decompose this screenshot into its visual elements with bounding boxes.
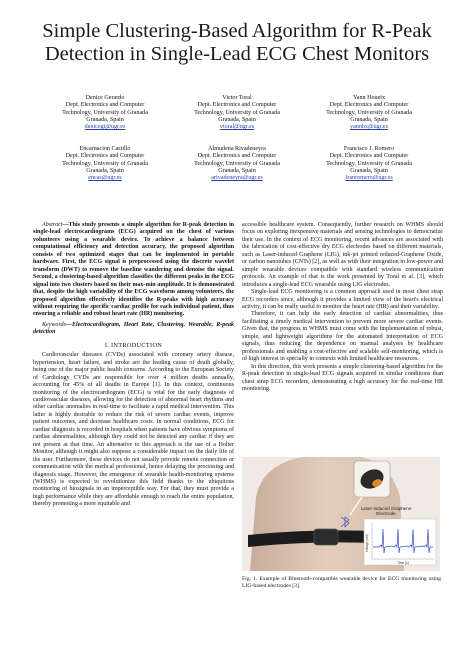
author-location: Granada, Spain: [218, 167, 256, 174]
author-dept: Dept. Electronics and Computer: [197, 102, 277, 109]
body-paragraph: accessible healthcare system. Consequently, further research on WHMS should focus on exploring inexpensive materials and sensing technologies to democratize their use. In the context of ECG monitoring, recent advances are associated with the fabrication of cost-effective dry ECG electrodes based on different materials, such as Laser-induced Graphene (LIG), ink-jet printed reduced-Graphene Oxide, or carbon nanotubes (CNTs) [2], as well as with their integration in low-power and simple wearable devices compatible with standard wireless communication protocols. An example of that is the work presented by Toral et al. [3], which introduces a single-lead ECG wearable using LIG electrodes.: [242, 222, 443, 288]
keywords-paragraph: [33, 322, 234, 337]
author-location: Granada, Spain: [350, 116, 388, 123]
author-org: Technology, University of Granada: [326, 160, 412, 167]
figure-photo: [242, 457, 440, 571]
author-location: Granada, Spain: [350, 167, 388, 174]
keywords-label: Keywords: [42, 321, 66, 328]
author-name: Francisco J. Romero: [343, 146, 395, 152]
keywords-text: Electrocardiogram, Heart Rate, Clustering, Wearable, R-peak detection: [33, 321, 234, 336]
ecg-y-axis-label: Voltage (mV): [365, 533, 369, 553]
author-name: Almudena Rivadeneyra: [208, 146, 266, 152]
author-dept: Dept. Electronics and Computer: [65, 102, 145, 109]
abstract-paragraph: [33, 222, 234, 319]
body-paragraph: Single-lead ECG monitoring is a common approach used in most chest strap ECG recorders since, although it provides a limited view of the heart's electrical activity, it can be really useful to monitor the heart rate (HR) and their variability.: [242, 289, 443, 310]
author-dept: Dept. Electronics and Computer: [329, 153, 409, 160]
author-org: Technology, University of Granada: [62, 109, 148, 116]
author-email-link[interactable]: yannhx@ugr.es: [350, 124, 388, 131]
left-column: [33, 222, 234, 509]
abstract-label: Abstract: [42, 222, 63, 228]
keywords-separator: —: [65, 321, 73, 328]
body-paragraph: In this direction, this work presents a simple clustering-based algorithm for the R-peak detection in single-lead ECG signals acquired in similar conditions than chest strap ECG recorders, demonstrating a high accuracy for the real-time HR monitoring.: [242, 363, 443, 392]
author-email-link[interactable]: vtoral@ugr.es: [219, 124, 255, 131]
author-block: [294, 146, 444, 182]
inset-label-line-1: Laser-induced Graphene: [360, 506, 412, 511]
abstract-separator: —: [62, 222, 69, 228]
title-line-2: Detection in Single-Lead ECG Chest Monitors: [44, 43, 430, 65]
author-location: Granada, Spain: [218, 116, 256, 123]
author-block: [294, 95, 444, 131]
abstract-text: This study presents a simple algorithm for R-peak detection in single-lead electrocardiograms (ECG) acquired on the chest of various volunteers using a wearable device. To achieve a balance between computational efficiency and detection accuracy, the proposed algorithm consists of two optimized stages that can be implemented in portable hardware. First, the ECG signal is preprocessed using the discrete wavelet transform (DWT) to remove the baseline wandering and denoise the signal. Second, a clustering-based algorithm classifies the different peaks in the ECG signal into two clusters based on their max-min amplitude. It is demonstrated that, despite the high variability of the ECG waveform among volunteers, the proposed algorithm effectively identifies the R-peaks with high accuracy without requiring the specific cardiac profile for each individual patient, thus ensuring a reliable and robust heart rate (HR) monitoring.: [33, 222, 234, 318]
author-location: Granada, Spain: [86, 116, 124, 123]
author-block: [30, 146, 180, 182]
ecg-plot: [364, 519, 436, 565]
author-dept: Dept. Electronics and Computer: [65, 153, 145, 160]
wearable-photo-illustration: [242, 457, 440, 571]
body-paragraph: Therefore, it can help the early detection of cardiac abnormalities, thus facilitating a timely medical intervention to prevent more severe cardiac events. Given that, the progress in WHMS must come with the implementation of robust, simple, and lightweight algorithms for the automated interpretation of ECG signals, thus reducing the dependence on manual analyses by healthcare professionals and enabling a cost-effective and scalable self-monitoring, which is of high interest in specially in contexts with limited healthcare resources.: [242, 311, 443, 363]
author-email-link[interactable]: encas@ugr.es: [88, 175, 122, 182]
author-name: Yann Houeix: [352, 95, 386, 101]
author-org: Technology, University of Granada: [62, 160, 148, 167]
author-block: [30, 95, 180, 131]
author-email-link[interactable]: arivadeneyra@ugr.es: [211, 175, 263, 182]
author-location: Granada, Spain: [86, 167, 124, 174]
author-email-link[interactable]: denicegi@ugr.es: [84, 124, 126, 131]
title-line-1: Simple Clustering-Based Algorithm for R-Peak: [42, 20, 432, 42]
paper-title: [0, 20, 474, 66]
author-dept: Dept. Electronics and Computer: [329, 102, 409, 109]
author-dept: Dept. Electronics and Computer: [197, 153, 277, 160]
author-name: Denice Gerardo: [85, 95, 125, 101]
author-org: Technology, University of Granada: [326, 109, 412, 116]
author-org: Technology, University of Granada: [194, 160, 280, 167]
author-block: [162, 146, 312, 182]
section-heading: I. INTRODUCTION: [104, 341, 163, 349]
author-name: Victor Toral: [222, 95, 252, 101]
figure-caption: Fig. 1. Example of Bluetooth-compatible wearable device for ECG monitoring using LIG-based electrodes [3].: [242, 576, 441, 589]
author-block: [162, 95, 312, 131]
ecg-x-axis-label: Time (s): [397, 561, 409, 565]
author-email-link[interactable]: franromero@ugr.es: [345, 175, 393, 182]
author-org: Technology, University of Granada: [194, 109, 280, 116]
intro-paragraph: Cardiovascular diseases (CVDs) associated with coronary artery disease, hypertension, heart failure, and stroke are the leading cause of death globally, being one of the major public health concerns. According to the European Society of Cardiology CVDs are responsible for over 4 million deaths annually, accounting for 45% of all deaths in Europe [1]. In this context, continuous monitoring of the electrocardiogram (ECG) is vital for the early diagnosis of cardiovascular diseases, allowing for the detection of abnormal heart rhythms and other cardiac anomalies in real-time to facilitate a rapid medical intervention. This latter is highly desirable to reduce the risk of severe cardiac events, improve patient outcomes, and decrease healthcare costs. In normal conditions, ECG for cardiac diagnosis is recorded in hospitals when patients have obvious symptoms of cardiac abnormalities, although they could not be detected any cardiac if they are not present at that time. An alternative to this approach is the use of a Holter Monitor, although it might also suppose a considerable impact on the daily life of the user. Furthermore, these devices do not usually provide remote connection or communication with the medical professional, hence delaying the processing and diagnosis stage. However, the emergence of wearable health-monitoring systems (WHMS) is expected to revolutionize this field thanks to the ubiquitous monitoring of biosignals in an imperceptible way. For that, they must provide a high performance while they are affordable enough to reach the entire population, thereby promoting a more equitable and: [33, 352, 234, 508]
inset-label-line-2: Electrode: [376, 511, 396, 516]
author-name: Encarnacion Castillo: [79, 146, 131, 152]
right-column: [242, 222, 443, 393]
